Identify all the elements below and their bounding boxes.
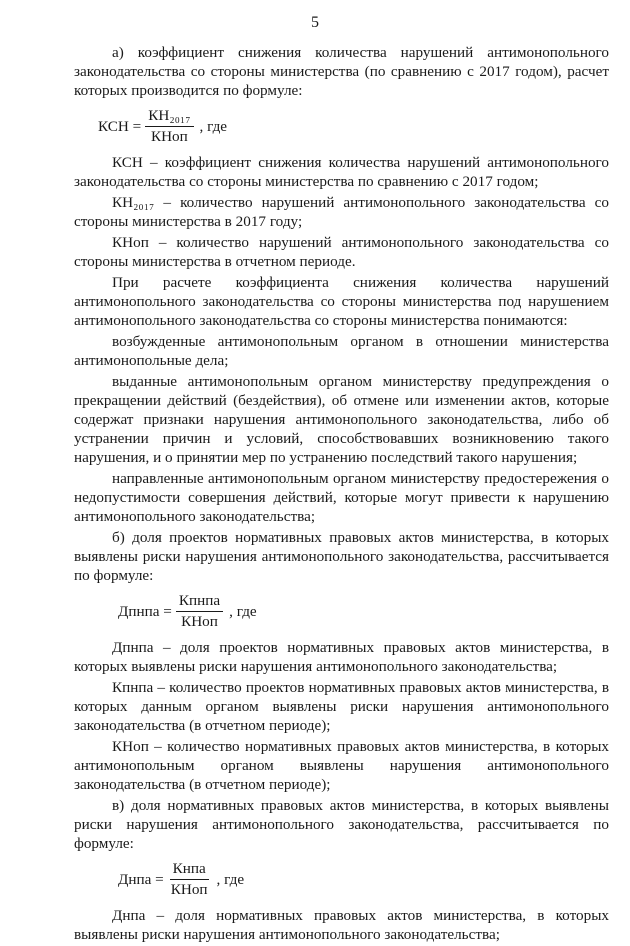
paragraph: возбужденные антимонопольным органом в отношении министерства антимонопольные дела; [74,333,609,369]
formula-fraction [168,860,211,899]
paragraph: При расчете коэффициента снижения количества нарушений антимонопольного законодательства со стороны министерства под нарушением антимонопольного законодательства со стороны министерства понимаются: [74,274,609,329]
formula-fraction [145,107,193,146]
paragraph: выданные антимонопольным органом министерству предупреждения о прекращении действий (бездействия), об отмене или изменении актов, которые содержат признаки нарушения антимонопольного законодательства, либо об устранении причин и условий, способствовавших возникновению такого нарушения, и о принятии мер по устранению последствий такого нарушения; [74,373,609,466]
paragraph: а) коэффициент снижения количества нарушений антимонопольного законодательства со стороны министерства (по сравнению с 2017 годом), расчет которых производится по формуле: [74,44,609,99]
formula-lhs: Днпа = [118,870,164,888]
page-number: 5 [311,14,319,31]
paragraph: направленные антимонопольным органом министерству предостережения о недопустимости совершения действий, которые могут привести к нарушению антимонопольного законодательства; [74,470,609,525]
formula-ksn [74,102,609,150]
formula-lhs: КСН = [98,117,142,135]
paragraph: в) доля нормативных правовых актов министерства, в которых выявлены риски нарушения антимонопольного законодательства, рассчитывается по формуле: [74,797,609,852]
page-content [74,43,609,946]
formula-fraction [176,592,223,631]
paragraph: КН₂₀₁₇ – количество нарушений антимонопольного законодательства со стороны министерства в 2017 году; [74,194,609,230]
formula-denominator: КНоп [170,880,208,898]
formula-dnpa [74,855,609,903]
formula-tail: , где [199,117,228,135]
formula-denominator: КНоп [181,612,218,630]
paragraph: КНоп – количество нарушений антимонопольного законодательства со стороны министерства в отчетном периоде. [74,234,609,270]
paragraph: Кпнпа – количество проектов нормативных правовых актов министерства, в которых данным органом выявлены риски нарушения антимонопольного законодательства (в отчетном периоде); [74,679,609,734]
paragraph: Днпа – доля нормативных правовых актов министерства, в которых выявлены риски нарушения антимонопольного законодательства; [74,907,609,943]
paragraph: КНоп – количество нормативных правовых актов министерства, в которых антимонопольным органом выявлены нарушения антимонопольного законодательства (в отчетном периоде); [74,738,609,793]
formula-denominator: КНоп [150,127,188,145]
paragraph: Дпнпа – доля проектов нормативных правовых актов министерства, в которых выявлены риски нарушения антимонопольного законодательства; [74,639,609,675]
formula-dpnpa [74,587,609,635]
formula-tail: , где [216,870,245,888]
formula-tail: , где [229,602,257,620]
formula-numerator: Кнпа [170,860,209,880]
formula-numerator: КН₂₀₁₇ [145,107,193,127]
paragraph: б) доля проектов нормативных правовых актов министерства, в которых выявлены риски нарушения антимонопольного законодательства, рассчитывается по формуле: [74,529,609,584]
formula-numerator: Кпнпа [176,592,223,612]
formula-lhs: Дпнпа = [118,602,172,620]
paragraph: КСН – коэффициент снижения количества нарушений антимонопольного законодательства со стороны министерства по сравнению с 2017 годом; [74,154,609,190]
